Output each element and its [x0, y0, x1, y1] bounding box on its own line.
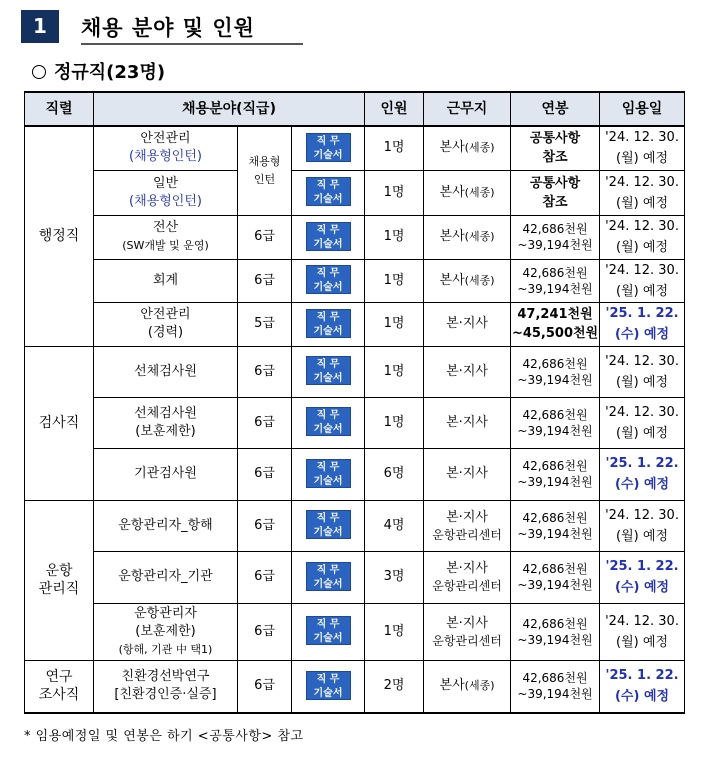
- doc-cell: [292, 215, 365, 259]
- header-location: 근무지: [424, 92, 511, 126]
- doc-cell: [292, 346, 365, 397]
- job-description-button[interactable]: 직 무 기술서: [306, 356, 351, 385]
- salary-cell: 42,686천원 ~39,194천원: [511, 346, 600, 397]
- table-row: [25, 215, 685, 259]
- job-description-button[interactable]: 직 무 기술서: [306, 671, 351, 700]
- job-description-button[interactable]: 직 무 기술서: [306, 177, 351, 206]
- header-date: 임용일: [600, 92, 685, 126]
- date-cell: '24. 12. 30. (월) 예정: [600, 500, 685, 551]
- doc-cell: [292, 660, 365, 713]
- count-cell: 3명: [365, 551, 424, 603]
- table-row: [25, 126, 685, 170]
- location-cell: 본사(세종): [424, 259, 511, 302]
- count-cell: 1명: [365, 397, 424, 448]
- date-cell: '24. 12. 30. (월) 예정: [600, 215, 685, 259]
- count-cell: 1명: [365, 259, 424, 302]
- table-row: [25, 448, 685, 500]
- section-number: 1: [21, 10, 59, 43]
- grade-cell: 6급: [238, 500, 292, 551]
- grade-cell: 5급: [238, 302, 292, 346]
- table-row: [25, 397, 685, 448]
- field-cell: 친환경선박연구 [친환경인증·실증]: [94, 660, 238, 713]
- field-cell: 운항관리자 (보훈제한) (항해, 기관 中 택1): [94, 603, 238, 660]
- grade-cell: 6급: [238, 346, 292, 397]
- location-cell: 본·지사 운항관리센터: [424, 603, 511, 660]
- doc-cell: [292, 603, 365, 660]
- doc-cell: [292, 397, 365, 448]
- field-cell: 회계: [94, 259, 238, 302]
- header-salary: 연봉: [511, 92, 600, 126]
- header-field: 채용분야(직급): [94, 92, 365, 126]
- section-header: [21, 10, 303, 46]
- location-cell: 본·지사: [424, 346, 511, 397]
- date-cell: '24. 12. 30. (월) 예정: [600, 259, 685, 302]
- date-cell: '24. 12. 30. (월) 예정: [600, 126, 685, 170]
- doc-cell: [292, 170, 365, 215]
- salary-cell: 42,686천원 ~39,194천원: [511, 448, 600, 500]
- field-cell: 선체검사원 (보훈제한): [94, 397, 238, 448]
- table-row: [25, 603, 685, 660]
- salary-cell: 42,686천원 ~39,194천원: [511, 603, 600, 660]
- table-header-row: [25, 92, 685, 126]
- date-cell: '25. 1. 22. (수) 예정: [600, 660, 685, 713]
- grade-cell: 6급: [238, 660, 292, 713]
- doc-cell: [292, 448, 365, 500]
- location-cell: 본사(세종): [424, 170, 511, 215]
- salary-cell: 42,686천원 ~39,194천원: [511, 660, 600, 713]
- subsection-title: 정규직(23명): [32, 58, 165, 84]
- date-cell: '24. 12. 30. (월) 예정: [600, 603, 685, 660]
- table-row: [25, 259, 685, 302]
- section-underline: [81, 43, 303, 45]
- intern-grade-cell: 채용형 인턴: [238, 126, 292, 215]
- job-description-button[interactable]: 직 무 기술서: [306, 309, 351, 338]
- field-cell: 운항관리자_기관: [94, 551, 238, 603]
- table-row: [25, 551, 685, 603]
- section-title: 채용 분야 및 인원: [81, 16, 255, 40]
- location-cell: 본사(세종): [424, 126, 511, 170]
- table-row: [25, 500, 685, 551]
- table-row: [25, 302, 685, 346]
- header-job: 직렬: [25, 92, 94, 126]
- date-cell: '25. 1. 22. (수) 예정: [600, 551, 685, 603]
- doc-cell: [292, 259, 365, 302]
- count-cell: 1명: [365, 302, 424, 346]
- job-description-button[interactable]: 직 무 기술서: [306, 133, 351, 162]
- salary-cell: 42,686천원 ~39,194천원: [511, 259, 600, 302]
- date-cell: '24. 12. 30. (월) 예정: [600, 170, 685, 215]
- field-cell: 기관검사원: [94, 448, 238, 500]
- date-cell: '25. 1. 22. (수) 예정: [600, 448, 685, 500]
- salary-cell: 공통사항 참조: [511, 170, 600, 215]
- salary-cell: 42,686천원 ~39,194천원: [511, 551, 600, 603]
- doc-cell: [292, 551, 365, 603]
- grade-cell: 6급: [238, 397, 292, 448]
- count-cell: 1명: [365, 215, 424, 259]
- count-cell: 1명: [365, 126, 424, 170]
- circle-bullet-icon: [32, 65, 46, 79]
- group-research: 연구 조사직: [25, 660, 94, 713]
- job-description-button[interactable]: 직 무 기술서: [306, 616, 351, 645]
- grade-cell: 6급: [238, 215, 292, 259]
- salary-cell: 42,686천원 ~39,194천원: [511, 397, 600, 448]
- count-cell: 2명: [365, 660, 424, 713]
- location-cell: 본·지사: [424, 448, 511, 500]
- field-cell: 전산 (SW개발 및 운영): [94, 215, 238, 259]
- date-cell: '24. 12. 30. (월) 예정: [600, 346, 685, 397]
- count-cell: 1명: [365, 170, 424, 215]
- job-description-button[interactable]: 직 무 기술서: [306, 510, 351, 539]
- header-count: 인원: [365, 92, 424, 126]
- field-cell: 운항관리자_항해: [94, 500, 238, 551]
- job-description-button[interactable]: 직 무 기술서: [306, 222, 351, 251]
- job-description-button[interactable]: 직 무 기술서: [306, 407, 351, 436]
- doc-cell: [292, 302, 365, 346]
- count-cell: 1명: [365, 603, 424, 660]
- location-cell: 본사(세종): [424, 660, 511, 713]
- field-cell: 안전관리 (경력): [94, 302, 238, 346]
- recruitment-table: [24, 91, 685, 714]
- table-row: [25, 346, 685, 397]
- salary-cell: 공통사항 참조: [511, 126, 600, 170]
- group-admin: 행정직: [25, 126, 94, 346]
- field-cell: 선체검사원: [94, 346, 238, 397]
- table-row: [25, 170, 685, 215]
- doc-cell: [292, 126, 365, 170]
- grade-cell: 6급: [238, 551, 292, 603]
- salary-cell: 47,241천원 ~45,500천원: [511, 302, 600, 346]
- count-cell: 1명: [365, 346, 424, 397]
- footnote: * 임용예정일 및 연봉은 하기 <공통사항> 참고: [24, 729, 304, 744]
- location-cell: 본사(세종): [424, 215, 511, 259]
- salary-cell: 42,686천원 ~39,194천원: [511, 215, 600, 259]
- location-cell: 본·지사 운항관리센터: [424, 551, 511, 603]
- group-ops: 운항 관리직: [25, 500, 94, 660]
- location-cell: 본·지사: [424, 397, 511, 448]
- location-cell: 본·지사 운항관리센터: [424, 500, 511, 551]
- grade-cell: 6급: [238, 448, 292, 500]
- salary-cell: 42,686천원 ~39,194천원: [511, 500, 600, 551]
- grade-cell: 6급: [238, 603, 292, 660]
- date-cell: '25. 1. 22. (수) 예정: [600, 302, 685, 346]
- count-cell: 4명: [365, 500, 424, 551]
- group-inspect: 검사직: [25, 346, 94, 500]
- grade-cell: 6급: [238, 259, 292, 302]
- table-row: [25, 660, 685, 713]
- job-description-button[interactable]: 직 무 기술서: [306, 265, 351, 294]
- field-cell: 일반 (채용형인턴): [94, 170, 238, 215]
- job-description-button[interactable]: 직 무 기술서: [306, 562, 351, 591]
- location-cell: 본·지사: [424, 302, 511, 346]
- job-description-button[interactable]: 직 무 기술서: [306, 459, 351, 488]
- field-cell: 안전관리 (채용형인턴): [94, 126, 238, 170]
- doc-cell: [292, 500, 365, 551]
- date-cell: '24. 12. 30. (월) 예정: [600, 397, 685, 448]
- count-cell: 6명: [365, 448, 424, 500]
